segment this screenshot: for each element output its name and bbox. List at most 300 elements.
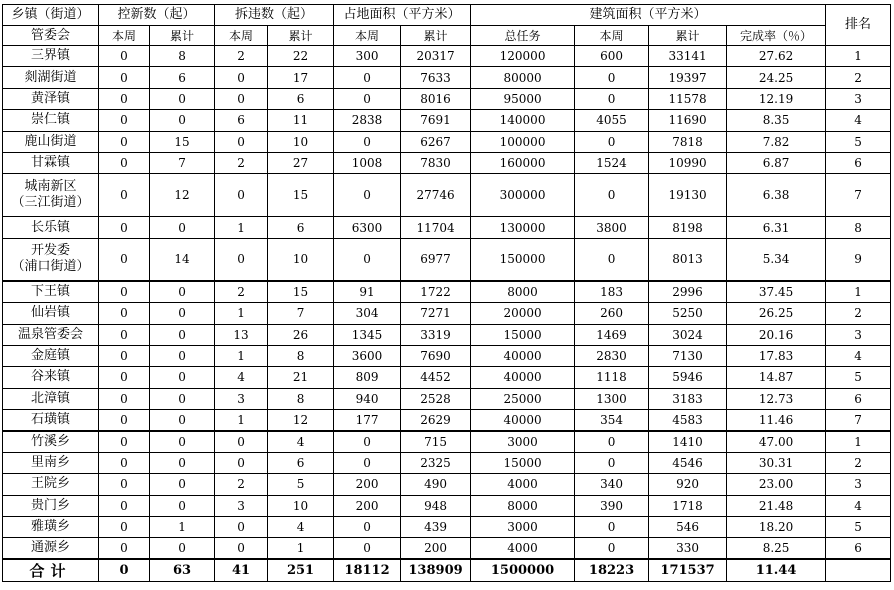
control-week-cell: 0 [99, 474, 150, 495]
demolish-week-cell: 13 [215, 324, 268, 345]
control-total-cell: 0 [150, 495, 215, 516]
table-row [3, 238, 891, 281]
building-total-cell: 4546 [649, 452, 727, 473]
rank-cell: 3 [826, 474, 891, 495]
building-area-header: 建筑面积（平方米） [471, 5, 826, 26]
demolish-total-cell: 6 [268, 217, 334, 238]
demolish-week-cell: 6 [215, 110, 268, 131]
control-total-cell: 6 [150, 67, 215, 88]
demolish-total-cell: 5 [268, 474, 334, 495]
table-row [3, 46, 891, 67]
land-total-cell: 20317 [401, 46, 471, 67]
control-week-cell: 0 [99, 367, 150, 388]
demolish-total-cell: 10 [268, 131, 334, 152]
table-row [3, 538, 891, 559]
control-total-cell: 0 [150, 324, 215, 345]
land-week-cell: 3600 [334, 345, 401, 366]
land-total-cell: 3319 [401, 324, 471, 345]
statistics-table-container [2, 4, 891, 582]
land-total-cell: 439 [401, 517, 471, 538]
land-week-cell: 0 [334, 538, 401, 559]
land-total-cell: 6977 [401, 238, 471, 281]
completion-rate-cell: 8.25 [727, 538, 826, 559]
demolish-total-cell: 15 [268, 281, 334, 302]
table-row [3, 410, 891, 431]
building-week-cell: 0 [575, 431, 649, 452]
region-name-cell: 甘霖镇 [3, 152, 99, 173]
control-week-cell: 0 [99, 88, 150, 109]
table-row [3, 303, 891, 324]
total-task-cell: 300000 [471, 174, 575, 217]
building-week-cell: 0 [575, 238, 649, 281]
demolish-week-cell: 0 [215, 88, 268, 109]
building-total-cell: 2996 [649, 281, 727, 302]
region-name-cell: 谷来镇 [3, 367, 99, 388]
total-task-cell: 140000 [471, 110, 575, 131]
region-name-line-1: 城南新区 [24, 179, 77, 195]
demolition-statistics-table [2, 4, 891, 582]
land-week-cell: 0 [334, 174, 401, 217]
building-total-cell: 330 [649, 538, 727, 559]
building-week-cell: 3800 [575, 217, 649, 238]
control-total-cell: 0 [150, 281, 215, 302]
building-week-cell: 600 [575, 46, 649, 67]
total-task-cell: 40000 [471, 345, 575, 366]
control-total-header: 累计 [150, 26, 215, 46]
demolish-total-cell: 15 [268, 174, 334, 217]
building-total-cell: 1718 [649, 495, 727, 516]
completion-rate-cell: 8.35 [727, 110, 826, 131]
building-week-cell: 0 [575, 452, 649, 473]
build-week-header: 本周 [575, 26, 649, 46]
building-total-cell: 5250 [649, 303, 727, 324]
region-header-bottom: 管委会 [3, 26, 99, 46]
demolish-header: 拆违数（起） [215, 5, 334, 26]
control-week-cell: 0 [99, 517, 150, 538]
total-task-cell: 40000 [471, 410, 575, 431]
total-task-cell: 150000 [471, 238, 575, 281]
building-total-cell: 33141 [649, 46, 727, 67]
building-total-cell: 7818 [649, 131, 727, 152]
control-total-cell: 0 [150, 303, 215, 324]
land-week-cell: 0 [334, 238, 401, 281]
table-row [3, 431, 891, 452]
land-total-cell: 200 [401, 538, 471, 559]
building-week-cell: 0 [575, 538, 649, 559]
land-week-cell: 304 [334, 303, 401, 324]
rank-cell: 7 [826, 410, 891, 431]
control-total-cell: 14 [150, 238, 215, 281]
land-total-cell: 27746 [401, 174, 471, 217]
region-name-cell: 贵门乡 [3, 495, 99, 516]
rank-cell: 1 [826, 281, 891, 302]
control-total-cell: 0 [150, 110, 215, 131]
control-total-cell: 0 [150, 217, 215, 238]
completion-rate-cell: 6.38 [727, 174, 826, 217]
total-demolish-week-cell: 41 [215, 559, 268, 581]
control-total-cell: 0 [150, 452, 215, 473]
land-week-cell: 809 [334, 367, 401, 388]
land-total-cell: 7830 [401, 152, 471, 173]
control-week-cell: 0 [99, 174, 150, 217]
building-total-cell: 3024 [649, 324, 727, 345]
building-week-cell: 4055 [575, 110, 649, 131]
completion-rate-cell: 6.31 [727, 217, 826, 238]
region-name-cell: 里南乡 [3, 452, 99, 473]
region-name-cell: 长乐镇 [3, 217, 99, 238]
land-total-cell: 7271 [401, 303, 471, 324]
total-completion-rate-cell: 11.44 [727, 559, 826, 581]
building-week-cell: 2830 [575, 345, 649, 366]
land-week-cell: 91 [334, 281, 401, 302]
table-row [3, 452, 891, 473]
region-name-cell: 雅璜乡 [3, 517, 99, 538]
demolish-week-cell: 1 [215, 303, 268, 324]
total-task-cell: 15000 [471, 324, 575, 345]
building-week-cell: 1469 [575, 324, 649, 345]
control-week-cell: 0 [99, 345, 150, 366]
completion-rate-cell: 5.34 [727, 238, 826, 281]
region-name-cell: 石璜镇 [3, 410, 99, 431]
header-row-1 [3, 5, 891, 26]
land-total-cell: 8016 [401, 88, 471, 109]
demolish-total-cell: 17 [268, 67, 334, 88]
total-task-cell: 8000 [471, 495, 575, 516]
header-row-2 [3, 26, 891, 46]
building-week-cell: 1524 [575, 152, 649, 173]
region-header-top: 乡镇（街道） [3, 5, 99, 26]
demolish-week-cell: 0 [215, 452, 268, 473]
region-name-line-1: 开发委 [30, 243, 70, 259]
region-name-line-2: （浦口街道） [11, 259, 90, 275]
control-total-cell: 0 [150, 88, 215, 109]
rank-cell: 7 [826, 174, 891, 217]
building-total-cell: 546 [649, 517, 727, 538]
control-week-cell: 0 [99, 431, 150, 452]
land-week-cell: 2838 [334, 110, 401, 131]
land-week-cell: 0 [334, 431, 401, 452]
building-week-cell: 1118 [575, 367, 649, 388]
control-week-cell: 0 [99, 67, 150, 88]
table-row [3, 388, 891, 409]
demolish-total-cell: 22 [268, 46, 334, 67]
demolish-week-cell: 1 [215, 345, 268, 366]
total-task-cell: 20000 [471, 303, 575, 324]
land-total-cell: 2629 [401, 410, 471, 431]
rank-cell: 2 [826, 303, 891, 324]
demolish-week-cell: 1 [215, 410, 268, 431]
land-week-cell: 0 [334, 88, 401, 109]
completion-rate-cell: 37.45 [727, 281, 826, 302]
rank-cell: 4 [826, 495, 891, 516]
rank-cell: 2 [826, 452, 891, 473]
demolish-total-cell: 10 [268, 238, 334, 281]
completion-rate-cell: 17.83 [727, 345, 826, 366]
demolish-week-cell: 3 [215, 495, 268, 516]
rank-cell: 5 [826, 131, 891, 152]
demolish-week-cell: 0 [215, 131, 268, 152]
demolish-total-cell: 11 [268, 110, 334, 131]
building-total-cell: 7130 [649, 345, 727, 366]
land-week-cell: 6300 [334, 217, 401, 238]
control-total-cell: 8 [150, 46, 215, 67]
land-week-cell: 0 [334, 131, 401, 152]
land-week-cell: 0 [334, 517, 401, 538]
control-week-cell: 0 [99, 217, 150, 238]
land-total-cell: 490 [401, 474, 471, 495]
total-task-cell: 15000 [471, 452, 575, 473]
building-total-cell: 11690 [649, 110, 727, 131]
demolish-week-cell: 2 [215, 474, 268, 495]
demolish-total-cell: 8 [268, 345, 334, 366]
rank-cell: 4 [826, 345, 891, 366]
completion-rate-cell: 14.87 [727, 367, 826, 388]
building-week-cell: 0 [575, 517, 649, 538]
table-row [3, 67, 891, 88]
rank-cell: 3 [826, 88, 891, 109]
building-total-cell: 920 [649, 474, 727, 495]
region-name-line-2: （三江街道） [11, 195, 90, 211]
total-land-week-cell: 18112 [334, 559, 401, 581]
demolish-week-cell: 0 [215, 517, 268, 538]
control-total-cell: 12 [150, 174, 215, 217]
building-total-cell: 5946 [649, 367, 727, 388]
land-week-cell: 0 [334, 67, 401, 88]
table-row [3, 367, 891, 388]
completion-rate-cell: 7.82 [727, 131, 826, 152]
rank-cell: 2 [826, 67, 891, 88]
building-week-cell: 260 [575, 303, 649, 324]
completion-rate-cell: 24.25 [727, 67, 826, 88]
building-total-cell: 8013 [649, 238, 727, 281]
total-demolish-total-cell: 251 [268, 559, 334, 581]
rank-cell: 3 [826, 324, 891, 345]
total-task-cell: 40000 [471, 367, 575, 388]
completion-rate-cell: 18.20 [727, 517, 826, 538]
demolish-week-cell: 1 [215, 217, 268, 238]
control-week-cell: 0 [99, 281, 150, 302]
rank-cell: 5 [826, 367, 891, 388]
rank-cell: 6 [826, 538, 891, 559]
control-week-cell: 0 [99, 538, 150, 559]
building-total-cell: 19130 [649, 174, 727, 217]
total-task-cell: 8000 [471, 281, 575, 302]
completion-rate-cell: 47.00 [727, 431, 826, 452]
demolish-total-cell: 26 [268, 324, 334, 345]
demolish-week-cell: 2 [215, 46, 268, 67]
control-new-header: 控新数（起） [99, 5, 215, 26]
demolish-week-cell: 0 [215, 238, 268, 281]
demolish-total-cell: 4 [268, 517, 334, 538]
building-week-cell: 0 [575, 88, 649, 109]
land-week-cell: 1345 [334, 324, 401, 345]
land-total-cell: 6267 [401, 131, 471, 152]
demolish-week-cell: 3 [215, 388, 268, 409]
building-week-cell: 0 [575, 131, 649, 152]
building-week-cell: 1300 [575, 388, 649, 409]
control-week-cell: 0 [99, 388, 150, 409]
demolish-week-cell: 2 [215, 152, 268, 173]
region-name-cell: 剡湖街道 [3, 67, 99, 88]
total-task-cell: 160000 [471, 152, 575, 173]
land-week-cell: 200 [334, 495, 401, 516]
rank-cell: 4 [826, 110, 891, 131]
total-task-cell: 130000 [471, 217, 575, 238]
region-name-cell: 王院乡 [3, 474, 99, 495]
demolish-total-header: 累计 [268, 26, 334, 46]
building-total-cell: 4583 [649, 410, 727, 431]
building-week-cell: 0 [575, 174, 649, 217]
total-rank-cell [826, 559, 891, 581]
control-total-cell: 7 [150, 152, 215, 173]
control-week-cell: 0 [99, 495, 150, 516]
demolish-week-cell: 0 [215, 67, 268, 88]
region-name-cell: 北漳镇 [3, 388, 99, 409]
completion-rate-cell: 12.73 [727, 388, 826, 409]
region-name-cell: 仙岩镇 [3, 303, 99, 324]
land-total-cell: 4452 [401, 367, 471, 388]
total-task-cell: 95000 [471, 88, 575, 109]
completion-rate-cell: 26.25 [727, 303, 826, 324]
rank-cell: 8 [826, 217, 891, 238]
total-land-total-cell: 138909 [401, 559, 471, 581]
total-label: 合计 [3, 559, 99, 581]
control-total-cell: 0 [150, 431, 215, 452]
completion-rate-cell: 21.48 [727, 495, 826, 516]
demolish-week-cell: 0 [215, 538, 268, 559]
demolish-week-cell: 4 [215, 367, 268, 388]
build-total-header: 累计 [649, 26, 727, 46]
building-total-cell: 10990 [649, 152, 727, 173]
total-task-cell: 100000 [471, 131, 575, 152]
control-total-cell: 0 [150, 367, 215, 388]
control-week-cell: 0 [99, 410, 150, 431]
region-name-cell: 温泉管委会 [3, 324, 99, 345]
total-task-cell: 3000 [471, 431, 575, 452]
land-week-header: 本周 [334, 26, 401, 46]
building-total-cell: 1410 [649, 431, 727, 452]
total-row [3, 559, 891, 581]
demolish-total-cell: 1 [268, 538, 334, 559]
total-control-week-cell: 0 [99, 559, 150, 581]
total-task-cell: 4000 [471, 538, 575, 559]
building-total-cell: 3183 [649, 388, 727, 409]
building-total-cell: 8198 [649, 217, 727, 238]
rank-cell: 5 [826, 517, 891, 538]
land-total-cell: 1722 [401, 281, 471, 302]
region-name-cell: 崇仁镇 [3, 110, 99, 131]
total-control-total-cell: 63 [150, 559, 215, 581]
table-row [3, 131, 891, 152]
table-row [3, 517, 891, 538]
land-week-cell: 177 [334, 410, 401, 431]
control-week-cell: 0 [99, 324, 150, 345]
table-row [3, 152, 891, 173]
completion-rate-cell: 6.87 [727, 152, 826, 173]
land-total-cell: 7691 [401, 110, 471, 131]
table-row [3, 474, 891, 495]
demolish-total-cell: 21 [268, 367, 334, 388]
total-task-cell: 80000 [471, 67, 575, 88]
control-total-cell: 15 [150, 131, 215, 152]
demolish-total-cell: 7 [268, 303, 334, 324]
rank-cell: 1 [826, 431, 891, 452]
land-total-cell: 7633 [401, 67, 471, 88]
control-week-cell: 0 [99, 110, 150, 131]
land-total-cell: 948 [401, 495, 471, 516]
rank-cell: 6 [826, 388, 891, 409]
land-total-cell: 11704 [401, 217, 471, 238]
control-total-cell: 0 [150, 410, 215, 431]
building-week-cell: 0 [575, 67, 649, 88]
completion-rate-cell: 20.16 [727, 324, 826, 345]
land-total-cell: 7690 [401, 345, 471, 366]
building-week-cell: 390 [575, 495, 649, 516]
building-total-cell: 19397 [649, 67, 727, 88]
demolish-week-cell: 2 [215, 281, 268, 302]
completion-rate-cell: 12.19 [727, 88, 826, 109]
rank-cell: 1 [826, 46, 891, 67]
task-header: 总任务 [471, 26, 575, 46]
total-task-cell: 3000 [471, 517, 575, 538]
total-task-cell: 4000 [471, 474, 575, 495]
control-week-cell: 0 [99, 46, 150, 67]
region-name-cell: 通源乡 [3, 538, 99, 559]
region-name-cell [3, 238, 99, 281]
land-week-cell: 0 [334, 452, 401, 473]
demolish-week-cell: 0 [215, 174, 268, 217]
building-week-cell: 183 [575, 281, 649, 302]
region-name-cell: 黄泽镇 [3, 88, 99, 109]
control-total-cell: 0 [150, 345, 215, 366]
region-name-cell: 三界镇 [3, 46, 99, 67]
region-name-cell: 鹿山街道 [3, 131, 99, 152]
control-total-cell: 0 [150, 538, 215, 559]
demolish-total-cell: 27 [268, 152, 334, 173]
region-name-cell: 金庭镇 [3, 345, 99, 366]
building-total-cell: 11578 [649, 88, 727, 109]
control-week-cell: 0 [99, 131, 150, 152]
control-total-cell: 0 [150, 388, 215, 409]
land-total-cell: 2325 [401, 452, 471, 473]
completion-rate-cell: 23.00 [727, 474, 826, 495]
demolish-total-cell: 8 [268, 388, 334, 409]
control-week-cell: 0 [99, 238, 150, 281]
demolish-week-cell: 0 [215, 431, 268, 452]
control-week-cell: 0 [99, 303, 150, 324]
table-row [3, 281, 891, 302]
demolish-total-cell: 12 [268, 410, 334, 431]
control-week-cell: 0 [99, 152, 150, 173]
control-week-cell: 0 [99, 452, 150, 473]
demolish-total-cell: 10 [268, 495, 334, 516]
building-week-cell: 354 [575, 410, 649, 431]
total-task-cell: 25000 [471, 388, 575, 409]
demolish-total-cell: 6 [268, 452, 334, 473]
table-row [3, 110, 891, 131]
demolish-total-cell: 6 [268, 88, 334, 109]
land-total-cell: 715 [401, 431, 471, 452]
land-week-cell: 200 [334, 474, 401, 495]
land-week-cell: 1008 [334, 152, 401, 173]
land-week-cell: 300 [334, 46, 401, 67]
table-row [3, 217, 891, 238]
control-total-cell: 1 [150, 517, 215, 538]
region-name-cell: 竹溪乡 [3, 431, 99, 452]
land-week-cell: 940 [334, 388, 401, 409]
rank-cell: 6 [826, 152, 891, 173]
table-row [3, 174, 891, 217]
